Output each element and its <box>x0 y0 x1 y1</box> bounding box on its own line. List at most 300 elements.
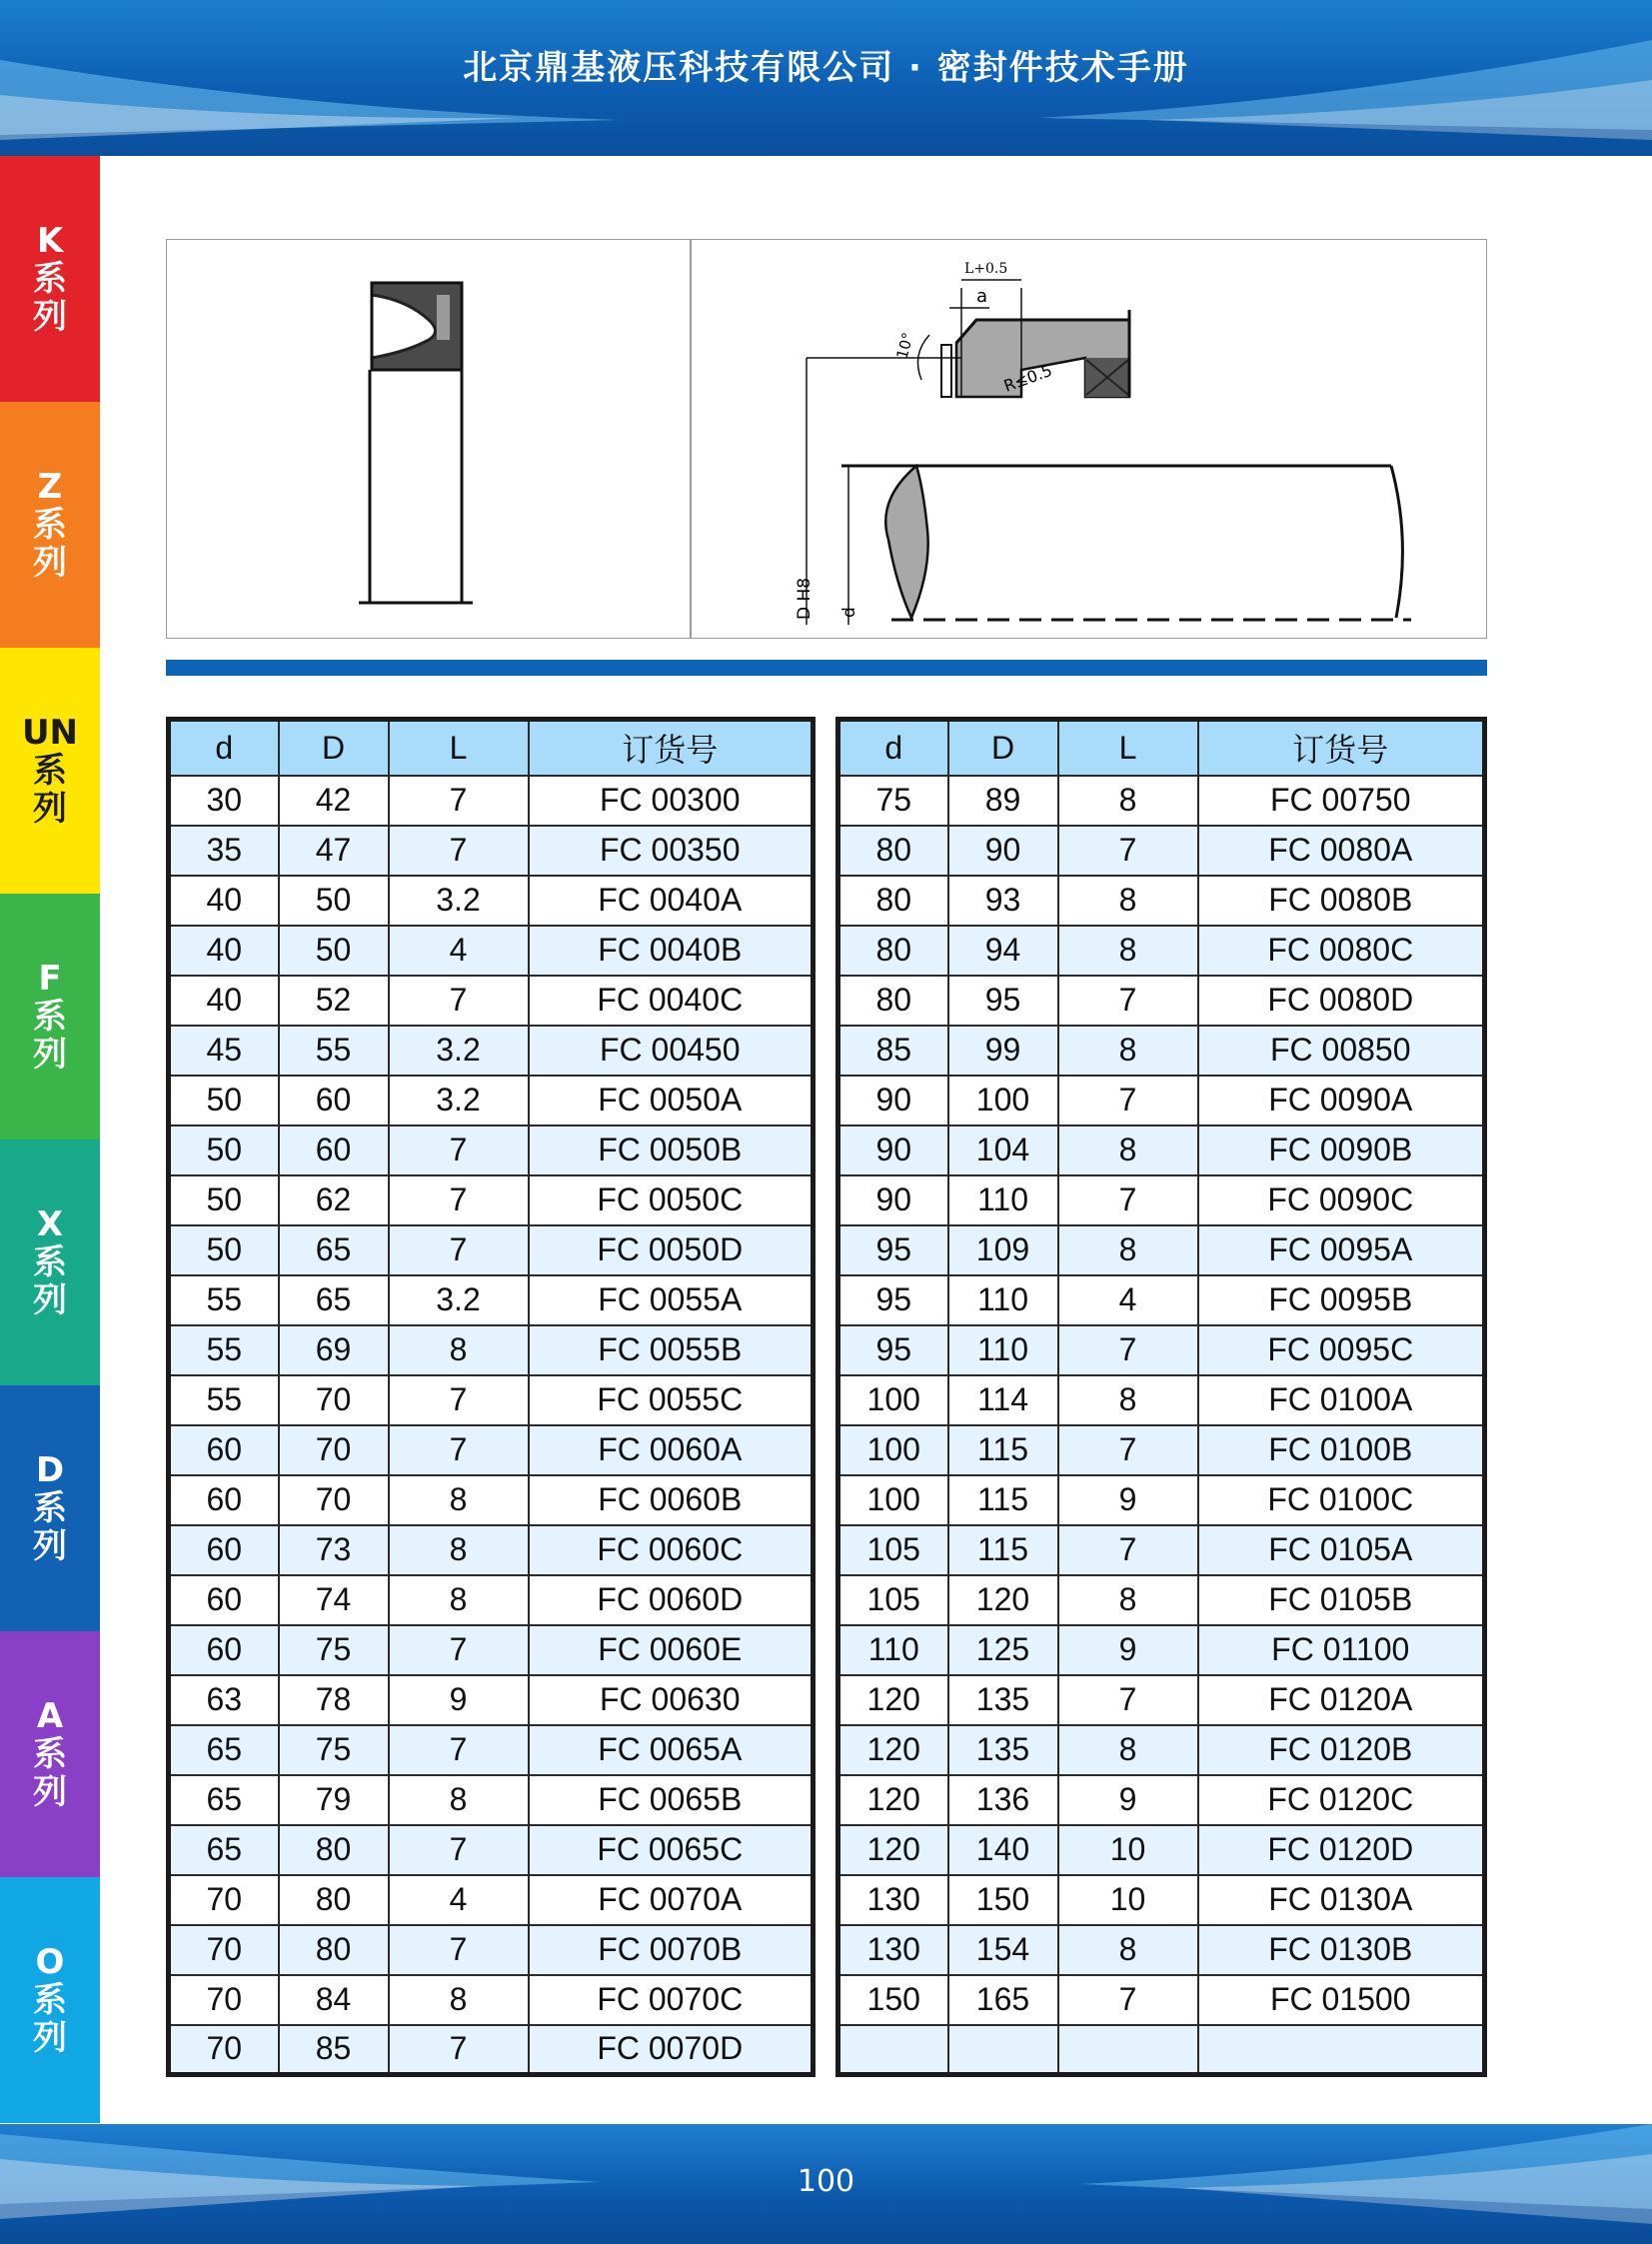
table-row <box>838 1076 1485 1125</box>
table-cell: 104 <box>948 1125 1058 1175</box>
series-tab-text: UN <box>21 713 79 753</box>
table-cell: 120 <box>838 1825 948 1875</box>
table-row <box>838 1425 1485 1475</box>
column-header: d <box>169 720 279 776</box>
column-header: d <box>838 720 948 776</box>
table-cell: 7 <box>389 1175 529 1225</box>
table-cell: 130 <box>838 1875 948 1925</box>
table-cell: 70 <box>279 1375 389 1425</box>
table-cell: 165 <box>948 1975 1058 2025</box>
table-cell: 95 <box>838 1225 948 1275</box>
table-cell: 70 <box>169 1875 279 1925</box>
table-cell: FC 0065C <box>529 1825 814 1875</box>
table-cell: 70 <box>279 1475 389 1525</box>
table-cell: 90 <box>838 1076 948 1125</box>
table-cell: 93 <box>948 876 1058 926</box>
table-row <box>169 1475 814 1525</box>
table-cell: 74 <box>279 1575 389 1625</box>
table-cell: 9 <box>1058 1775 1198 1825</box>
series-tab-text: K <box>36 221 64 261</box>
table-cell: 35 <box>169 826 279 876</box>
table-cell: 55 <box>169 1375 279 1425</box>
table-cell: 95 <box>948 976 1058 1026</box>
table-row <box>169 776 814 826</box>
table-cell: 8 <box>1058 1225 1198 1275</box>
table-cell: FC 0120B <box>1198 1725 1485 1775</box>
table-cell: 60 <box>279 1125 389 1175</box>
table-cell: FC 0120A <box>1198 1675 1485 1725</box>
table-cell: FC 0080C <box>1198 926 1485 976</box>
table-cell: FC 0095B <box>1198 1275 1485 1325</box>
table-cell: FC 0050A <box>529 1076 814 1125</box>
dim-label-a: a <box>976 286 988 307</box>
table-cell: 7 <box>389 826 529 876</box>
table-cell: 45 <box>169 1026 279 1076</box>
series-tab-text: Z <box>37 467 63 507</box>
table-row <box>169 1575 814 1625</box>
table-cell: FC 0095A <box>1198 1225 1485 1275</box>
table-cell: 79 <box>279 1775 389 1825</box>
table-row <box>169 1375 814 1425</box>
series-tab-text: O <box>35 1942 65 1982</box>
table-row <box>169 1125 814 1175</box>
table-cell: 80 <box>838 976 948 1026</box>
table-cell: 70 <box>279 1425 389 1475</box>
table-row <box>838 1625 1485 1675</box>
column-header: 订货号 <box>1198 720 1485 776</box>
table-cell: 7 <box>1058 1675 1198 1725</box>
spec-table-right <box>835 717 1487 2077</box>
column-header: 订货号 <box>529 720 814 776</box>
table-cell: FC 0130A <box>1198 1875 1485 1925</box>
table-cell: FC 0050C <box>529 1175 814 1225</box>
table-row <box>838 1675 1485 1725</box>
table-row <box>838 1175 1485 1225</box>
table-cell: 8 <box>389 1975 529 2025</box>
table-cell: FC 0060A <box>529 1425 814 1475</box>
table-cell: 8 <box>389 1475 529 1525</box>
series-tab-f[interactable] <box>0 894 100 1139</box>
table-row <box>169 1076 814 1125</box>
table-cell: 8 <box>1058 1575 1198 1625</box>
table-cell: 110 <box>948 1325 1058 1375</box>
seal-diagram-panel <box>166 239 1487 639</box>
spec-table-left <box>166 717 816 2077</box>
table-row <box>169 876 814 926</box>
table-cell: 105 <box>838 1575 948 1625</box>
table-cell: 50 <box>279 876 389 926</box>
table-cell: 80 <box>838 876 948 926</box>
table-cell: 60 <box>169 1525 279 1575</box>
table-cell: FC 0060B <box>529 1475 814 1525</box>
table-cell: 7 <box>389 1925 529 1975</box>
table-cell: 130 <box>838 1925 948 1975</box>
table-cell: 114 <box>948 1375 1058 1425</box>
table-header-row <box>169 720 814 776</box>
table-row <box>169 1026 814 1076</box>
table-cell: 50 <box>279 926 389 976</box>
table-cell: 65 <box>279 1225 389 1275</box>
table-cell: 8 <box>389 1775 529 1825</box>
table-row <box>169 1875 814 1925</box>
table-cell: 7 <box>389 1225 529 1275</box>
table-row <box>169 1975 814 2025</box>
table-cell <box>838 2025 948 2075</box>
series-tab-text: 列 <box>33 2018 67 2058</box>
page-header <box>0 0 1652 156</box>
table-cell: 99 <box>948 1026 1058 1076</box>
table-cell: 94 <box>948 926 1058 976</box>
series-tab-x[interactable] <box>0 1139 100 1385</box>
table-cell: 85 <box>838 1026 948 1076</box>
table-cell: 120 <box>838 1725 948 1775</box>
table-cell: 80 <box>838 826 948 876</box>
table-cell: FC 01500 <box>1198 1975 1485 2025</box>
table-row <box>838 1225 1485 1275</box>
table-cell: FC 0040C <box>529 976 814 1026</box>
table-cell: 85 <box>279 2025 389 2075</box>
series-tab-k[interactable] <box>0 156 100 402</box>
table-cell: FC 0065A <box>529 1725 814 1775</box>
table-cell: 7 <box>389 2025 529 2075</box>
table-cell: FC 00450 <box>529 1026 814 1076</box>
table-cell: 69 <box>279 1325 389 1375</box>
table-cell: 150 <box>948 1875 1058 1925</box>
series-tab-text: 系 <box>33 997 67 1037</box>
table-cell: 154 <box>948 1925 1058 1975</box>
series-tab-text: D <box>35 1450 65 1490</box>
table-cell: 47 <box>279 826 389 876</box>
table-cell: FC 0080D <box>1198 976 1485 1026</box>
series-tab-text: 列 <box>33 1526 67 1566</box>
table-cell: 65 <box>279 1275 389 1325</box>
table-cell: 7 <box>389 1425 529 1475</box>
series-tab-text: 系 <box>33 1242 67 1282</box>
table-cell: FC 0060D <box>529 1575 814 1625</box>
column-header: L <box>389 720 529 776</box>
table-cell: 9 <box>389 1675 529 1725</box>
series-tab-text: 系 <box>33 1488 67 1528</box>
table-cell: 40 <box>169 876 279 926</box>
table-cell: FC 0055C <box>529 1375 814 1425</box>
table-cell: FC 0070A <box>529 1875 814 1925</box>
table-cell: FC 0050B <box>529 1125 814 1175</box>
series-tab-o[interactable] <box>0 1877 100 2123</box>
table-row <box>169 1775 814 1825</box>
dim-label-radius: R≤0.5 <box>1000 360 1055 396</box>
section-divider-bar <box>166 660 1487 676</box>
table-cell: 80 <box>279 1875 389 1925</box>
table-cell: 80 <box>838 926 948 976</box>
table-cell: 90 <box>948 826 1058 876</box>
table-cell: 110 <box>948 1275 1058 1325</box>
table-row <box>838 776 1485 826</box>
table-row <box>838 1875 1485 1925</box>
table-row <box>838 1525 1485 1575</box>
table-cell: 8 <box>1058 1125 1198 1175</box>
table-cell: 9 <box>1058 1625 1198 1675</box>
table-row <box>838 2025 1485 2075</box>
table-cell: 95 <box>838 1325 948 1375</box>
table-row <box>169 826 814 876</box>
table-cell: 4 <box>1058 1275 1198 1325</box>
table-cell: 7 <box>389 1625 529 1675</box>
table-cell: 70 <box>169 1925 279 1975</box>
table-cell: FC 0050D <box>529 1225 814 1275</box>
table-cell: FC 0100C <box>1198 1475 1485 1525</box>
table-cell: 7 <box>1058 1175 1198 1225</box>
table-cell: 110 <box>948 1175 1058 1225</box>
table-cell: 78 <box>279 1675 389 1725</box>
table-row <box>838 1575 1485 1625</box>
table-row <box>838 1925 1485 1975</box>
table-cell: 70 <box>169 1975 279 2025</box>
table-cell: 8 <box>389 1325 529 1375</box>
table-cell: 75 <box>838 776 948 826</box>
table-cell: 70 <box>169 2025 279 2075</box>
table-cell: 75 <box>279 1625 389 1675</box>
table-cell: 50 <box>169 1076 279 1125</box>
table-cell: 80 <box>279 1825 389 1875</box>
table-cell: 7 <box>389 1725 529 1775</box>
table-cell: FC 00630 <box>529 1675 814 1725</box>
table-row <box>838 1775 1485 1825</box>
series-tab-text: 列 <box>33 543 67 583</box>
table-cell: 115 <box>948 1425 1058 1475</box>
table-cell: 50 <box>169 1225 279 1275</box>
table-cell: 52 <box>279 976 389 1026</box>
table-cell: FC 0040A <box>529 876 814 926</box>
table-cell: 75 <box>279 1725 389 1775</box>
column-header: D <box>279 720 389 776</box>
table-cell: 55 <box>279 1026 389 1076</box>
table-cell: 60 <box>169 1575 279 1625</box>
table-cell: 40 <box>169 976 279 1026</box>
series-tab-un[interactable] <box>0 648 100 894</box>
table-cell <box>1198 2025 1485 2075</box>
table-cell: 7 <box>389 1825 529 1875</box>
series-sidebar <box>0 156 100 2124</box>
table-cell: FC 00300 <box>529 776 814 826</box>
table-cell: 8 <box>1058 1925 1198 1975</box>
table-cell: 90 <box>838 1175 948 1225</box>
table-cell: 7 <box>1058 1076 1198 1125</box>
table-cell: 135 <box>948 1725 1058 1775</box>
table-cell: 100 <box>838 1375 948 1425</box>
table-cell: 135 <box>948 1675 1058 1725</box>
table-cell: 95 <box>838 1275 948 1325</box>
table-cell: 7 <box>1058 976 1198 1026</box>
table-cell: FC 0090B <box>1198 1125 1485 1175</box>
table-cell: 7 <box>389 1125 529 1175</box>
column-header: L <box>1058 720 1198 776</box>
page-number: 100 <box>797 2164 855 2199</box>
table-cell: 90 <box>838 1125 948 1175</box>
table-cell: FC 00350 <box>529 826 814 876</box>
table-cell: 7 <box>1058 826 1198 876</box>
table-cell: FC 0055B <box>529 1325 814 1375</box>
table-cell: 65 <box>169 1825 279 1875</box>
table-row <box>169 1525 814 1575</box>
table-cell: 60 <box>169 1625 279 1675</box>
table-cell: 10 <box>1058 1875 1198 1925</box>
table-row <box>838 1375 1485 1425</box>
series-tab-text: 列 <box>33 789 67 829</box>
table-cell: 3.2 <box>389 1026 529 1076</box>
table-row <box>838 926 1485 976</box>
table-cell: 60 <box>279 1076 389 1125</box>
table-cell: 136 <box>948 1775 1058 1825</box>
table-cell: 50 <box>169 1125 279 1175</box>
table-row <box>838 1825 1485 1875</box>
table-cell <box>948 2025 1058 2075</box>
table-row <box>169 1625 814 1675</box>
table-row <box>838 1725 1485 1775</box>
table-cell: 4 <box>389 1875 529 1925</box>
series-tab-z[interactable] <box>0 402 100 648</box>
table-cell: FC 0060E <box>529 1625 814 1675</box>
table-cell: FC 0120D <box>1198 1825 1485 1875</box>
table-cell: FC 0060C <box>529 1525 814 1575</box>
dim-label-d: d <box>839 607 859 618</box>
table-row <box>838 1475 1485 1525</box>
table-cell: 63 <box>169 1675 279 1725</box>
table-cell: 60 <box>169 1475 279 1525</box>
seal-cross-section-drawing <box>167 240 689 637</box>
table-cell: 7 <box>389 776 529 826</box>
table-cell: 9 <box>1058 1475 1198 1525</box>
series-tab-a[interactable] <box>0 1631 100 1877</box>
table-cell: 140 <box>948 1825 1058 1875</box>
dim-label-D: D H8 <box>795 577 815 620</box>
table-cell: 7 <box>389 1375 529 1425</box>
table-row <box>169 1275 814 1325</box>
table-row <box>169 1325 814 1375</box>
table-cell: 65 <box>169 1725 279 1775</box>
table-cell: 105 <box>838 1525 948 1575</box>
table-cell: 84 <box>279 1975 389 2025</box>
table-cell: 110 <box>838 1625 948 1675</box>
series-tab-text: 系 <box>33 505 67 545</box>
table-row <box>169 1925 814 1975</box>
table-cell: 55 <box>169 1275 279 1325</box>
series-tab-text: X <box>36 1204 64 1244</box>
dim-label-L: L+0.5 <box>964 261 1008 277</box>
series-tab-text: A <box>36 1696 64 1736</box>
table-cell: 8 <box>1058 926 1198 976</box>
table-cell: FC 0065B <box>529 1775 814 1825</box>
table-cell: 65 <box>169 1775 279 1825</box>
table-cell: 4 <box>389 926 529 976</box>
table-row <box>838 1325 1485 1375</box>
table-cell: 7 <box>1058 1975 1198 2025</box>
table-cell: FC 0100B <box>1198 1425 1485 1475</box>
column-header: D <box>948 720 1058 776</box>
table-cell: 100 <box>838 1475 948 1525</box>
table-cell: 62 <box>279 1175 389 1225</box>
table-cell: FC 0090C <box>1198 1175 1485 1225</box>
table-row <box>838 826 1485 876</box>
table-cell: FC 0090A <box>1198 1076 1485 1125</box>
table-row <box>838 876 1485 926</box>
table-cell: 50 <box>169 1175 279 1225</box>
table-cell: FC 0095C <box>1198 1325 1485 1375</box>
table-cell: FC 00750 <box>1198 776 1485 826</box>
table-cell: 8 <box>1058 1375 1198 1425</box>
table-cell <box>1058 2025 1198 2075</box>
series-tab-text: 系 <box>33 1734 67 1774</box>
series-tab-d[interactable] <box>0 1385 100 1631</box>
table-cell: FC 0070B <box>529 1925 814 1975</box>
installation-groove-drawing <box>692 240 1486 637</box>
table-cell: 55 <box>169 1325 279 1375</box>
table-cell: FC 0105A <box>1198 1525 1485 1575</box>
table-cell: 30 <box>169 776 279 826</box>
table-cell: 120 <box>838 1675 948 1725</box>
table-cell: 3.2 <box>389 876 529 926</box>
table-cell: 8 <box>1058 876 1198 926</box>
table-row <box>169 976 814 1026</box>
table-cell: 100 <box>948 1076 1058 1125</box>
table-cell: 150 <box>838 1975 948 2025</box>
table-row <box>838 1125 1485 1175</box>
table-row <box>169 1825 814 1875</box>
table-cell: 42 <box>279 776 389 826</box>
table-header-row <box>838 720 1485 776</box>
page-footer <box>0 2124 1652 2244</box>
table-cell: FC 0105B <box>1198 1575 1485 1625</box>
table-cell: 100 <box>838 1425 948 1475</box>
table-cell: 80 <box>279 1925 389 1975</box>
table-cell: FC 0100A <box>1198 1375 1485 1425</box>
table-row <box>169 1725 814 1775</box>
table-cell: 109 <box>948 1225 1058 1275</box>
table-row <box>169 1675 814 1725</box>
dim-label-angle: 10° <box>892 330 917 362</box>
table-cell: 3.2 <box>389 1076 529 1125</box>
series-tab-text: F <box>38 959 62 999</box>
table-row <box>838 1275 1485 1325</box>
table-cell: 60 <box>169 1425 279 1475</box>
table-row <box>838 976 1485 1026</box>
table-cell: FC 00850 <box>1198 1026 1485 1076</box>
series-tab-text: 列 <box>33 1772 67 1812</box>
table-cell: 8 <box>1058 776 1198 826</box>
table-cell: 10 <box>1058 1825 1198 1875</box>
table-cell: 89 <box>948 776 1058 826</box>
table-cell: FC 0055A <box>529 1275 814 1325</box>
table-cell: FC 0070D <box>529 2025 814 2075</box>
table-cell: 120 <box>838 1775 948 1825</box>
series-tab-text: 系 <box>33 259 67 299</box>
table-cell: FC 0040B <box>529 926 814 976</box>
table-cell: 7 <box>389 976 529 1026</box>
table-cell: 125 <box>948 1625 1058 1675</box>
table-cell: 120 <box>948 1575 1058 1625</box>
table-cell: 115 <box>948 1475 1058 1525</box>
table-row <box>838 1026 1485 1076</box>
table-cell: 3.2 <box>389 1275 529 1325</box>
table-body <box>838 776 1485 2075</box>
table-cell: 8 <box>1058 1026 1198 1076</box>
table-cell: FC 0080A <box>1198 826 1485 876</box>
table-cell: 40 <box>169 926 279 976</box>
table-cell: 8 <box>1058 1725 1198 1775</box>
table-cell: FC 0130B <box>1198 1925 1485 1975</box>
table-row <box>169 1175 814 1225</box>
table-cell: 115 <box>948 1525 1058 1575</box>
table-cell: 7 <box>1058 1425 1198 1475</box>
